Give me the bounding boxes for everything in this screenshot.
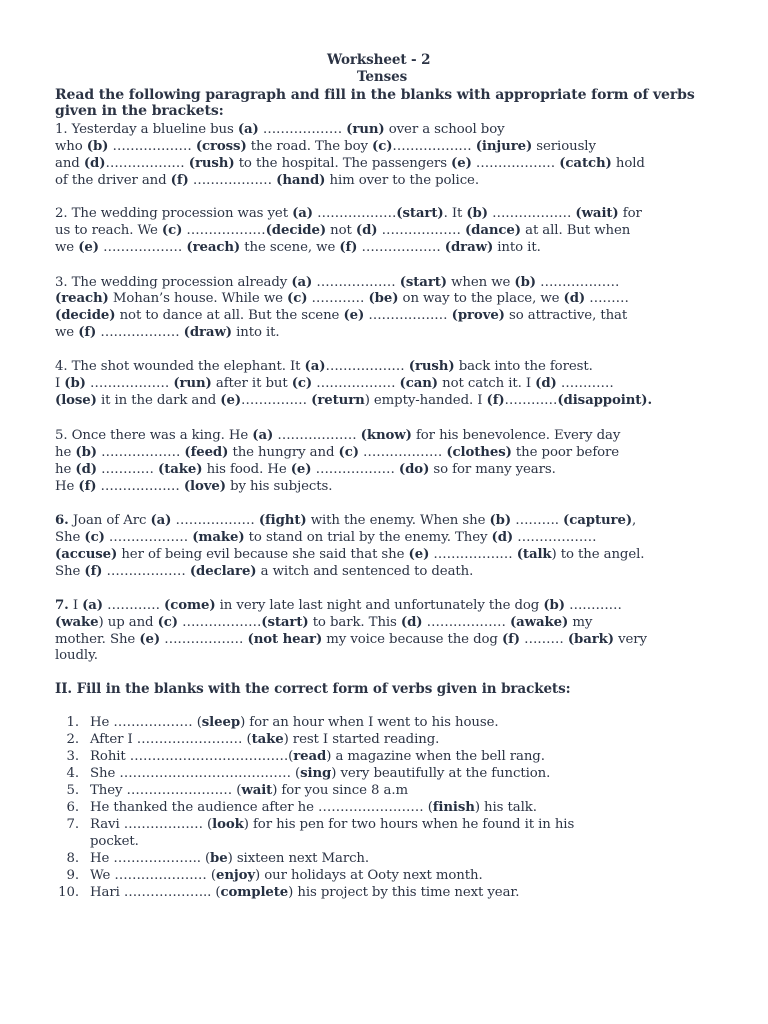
paragraph-line: I (b) ……………… (run) after it but (c) ……………… (can) not catch it. I (d) ………… (55, 376, 614, 391)
list-item-number: 6. (66, 800, 79, 815)
list-item: Ravi ……………… (look) for his pen for two hours when he found it in his (90, 817, 575, 832)
paragraph-line: (accuse) her of being evil because she said that she (e) ……………… (talk) to the angel. (55, 547, 645, 562)
paragraph-line: She (f) ……………… (declare) a witch and sentenced to death. (55, 564, 474, 579)
paragraph-line: of the driver and (f) ……………… (hand) him over to the police. (55, 173, 479, 188)
list-item-number: 9. (66, 868, 79, 883)
list-item: Rohit ………………………………(read) a magazine when the bell rang. (90, 749, 545, 764)
paragraph-line: 7. I (a) ………… (come) in very late last night and unfortunately the dog (b) ………… (55, 598, 622, 613)
list-item-number: 2. (66, 732, 79, 747)
paragraph-line: 4. The shot wounded the elephant. It (a)……………… (rush) back into the forest. (55, 359, 593, 374)
list-item-number: 1. (66, 715, 79, 730)
paragraph-line: 6. Joan of Arc (a) ……………… (fight) with the enemy. When she (b) ………. (capture), (55, 513, 637, 528)
list-item: He ……………….. (be) sixteen next March. (90, 851, 370, 866)
list-item-number: 3. (66, 749, 79, 764)
paragraph-line: (decide) not to dance at all. But the scene (e) ……………… (prove) so attractive, that (55, 308, 628, 323)
paragraph-line: (wake) up and (c) ………………(start) to bark. This (d) ……………… (awake) my (55, 615, 593, 630)
list-item: Hari ……………….. (complete) his project by this time next year. (90, 885, 520, 900)
list-item-number: 7. (66, 817, 79, 832)
paragraph-line: us to reach. We (c) ………………(decide) not (d) ……………… (dance) at all. But when (55, 223, 631, 238)
list-item: pocket. (90, 834, 139, 849)
list-item: He thanked the audience after he …………………… (finish) his talk. (90, 800, 537, 815)
paragraph-line: (reach) Mohan’s house. While we (c) ………… (be) on way to the place, we (d) ……… (55, 291, 629, 306)
paragraph-line: loudly. (55, 648, 98, 663)
section2-heading: II. Fill in the blanks with the correct form of verbs given in brackets: (55, 681, 571, 697)
paragraph-line: he (d) ………… (take) his food. He (e) ……………… (do) so for many years. (55, 462, 556, 477)
list-item: She ………………………………… (sing) very beautifully at the function. (90, 766, 551, 781)
list-item-number: 10. (58, 885, 79, 900)
list-item: We ………………… (enjoy) our holidays at Ooty next month. (90, 868, 483, 883)
paragraph-line: we (f) ……………… (draw) into it. (55, 325, 280, 340)
worksheet-subtitle: Tenses (357, 69, 408, 85)
paragraph-line: we (e) ……………… (reach) the scene, we (f) ……………… (draw) into it. (55, 240, 541, 255)
list-item: After I …………………… (take) rest I started reading. (90, 732, 440, 747)
list-item: He ……………… (sleep) for an hour when I went to his house. (90, 715, 499, 730)
worksheet-title: Worksheet - 2 (327, 52, 431, 68)
paragraph-line: he (b) ……………… (feed) the hungry and (c) ……………… (clothes) the poor before (55, 445, 620, 460)
section1-instruction-line1: Read the following paragraph and fill in the blanks with appropriate form of verbs (55, 87, 695, 103)
paragraph-line: and (d)……………… (rush) to the hospital. The passengers (e) ……………… (catch) hold (55, 156, 645, 171)
paragraph-line: 2. The wedding procession was yet (a) ………………(start). It (b) ……………… (wait) for (55, 206, 642, 221)
list-item-number: 4. (66, 766, 79, 781)
list-item: They …………………… (wait) for you since 8 a.m (90, 783, 408, 798)
paragraph-line: 5. Once there was a king. He (a) ……………… (know) for his benevolence. Every day (55, 428, 621, 443)
paragraph-line: 1. Yesterday a blueline bus (a) ……………… (run) over a school boy (55, 122, 505, 137)
list-item-number: 8. (66, 851, 79, 866)
paragraph-line: 3. The wedding procession already (a) ……………… (start) when we (b) ……………… (55, 275, 620, 290)
paragraph-line: She (c) ……………… (make) to stand on trial by the enemy. They (d) ……………… (55, 530, 597, 545)
paragraph-line: He (f) ……………… (love) by his subjects. (55, 479, 333, 494)
paragraph-line: (lose) it in the dark and (e)…………… (return) empty-handed. I (f)…………(disappoint). (55, 393, 653, 408)
paragraph-line: who (b) ……………… (cross) the road. The boy (c)……………… (injure) seriously (55, 139, 596, 154)
list-item-number: 5. (66, 783, 79, 798)
paragraph-line: mother. She (e) ……………… (not hear) my voice because the dog (f) ……… (bark) very (55, 632, 647, 647)
section1-instruction-line2: given in the brackets: (55, 103, 224, 119)
